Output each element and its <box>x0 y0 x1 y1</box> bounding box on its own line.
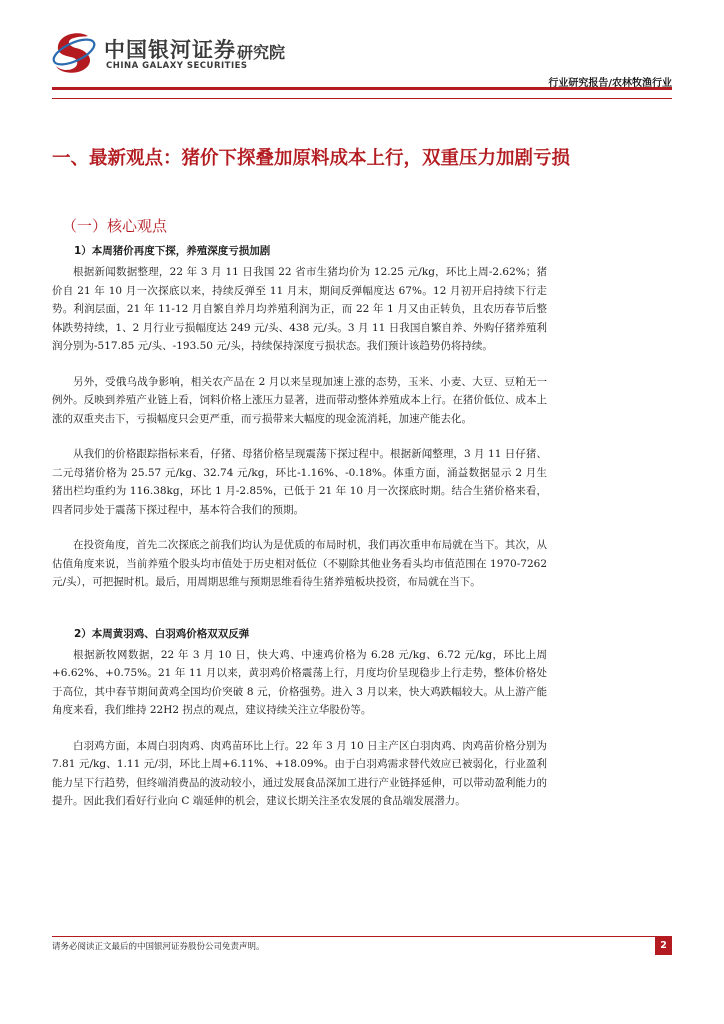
brand-name-cn: 中国银河证券 <box>104 38 236 62</box>
galaxy-logo-icon <box>50 28 98 76</box>
pork-heading: 1）本周猪价再度下探，养殖深度亏损加剧 <box>74 245 271 257</box>
page-number: 2 <box>655 937 672 955</box>
disclaimer-note: 请务必阅读正文最后的中国银河证券股份公司免责声明。 <box>52 942 265 952</box>
brand-name-en: CHINA GALAXY SECURITIES <box>106 61 248 71</box>
pork-paragraph-4: 在投资角度，首先二次探底之前我们均认为是优质的布局时机，我们再次重申布局就在当下。其次，从估值角度来说，当前养殖个股头均市值处于历史相对低位（不剔除其他业务看头均市值范围在 1970-7262 元/头），可把握时机。最后，用周期思维与预期思维看待生猪养殖板块投资，布局就在当下。 <box>52 539 547 588</box>
report-category: 行业研究报告/农林牧渔行业 <box>548 78 672 89</box>
footer-divider <box>52 936 672 937</box>
poultry-paragraph-1: 根据新牧网数据，22 年 3 月 10 日，快大鸡、中速鸡价格为 6.28 元/kg、6.72 元/kg，环比上周+6.62%、+0.75%。21 年 11 月以来，黄羽鸡价格震荡上行，月度均价呈现稳步上行走势，整体价格处于高位，其中春节期间黄鸡全国均价突破 8 元，价格强势。进入 3 月以来，快大鸡跌幅较大。从上游产能角度来看，我们维持 22H2 拐点的观点，建议持续关注立华股份等。 <box>52 648 547 716</box>
research-institute-label: 研究院 <box>237 43 286 62</box>
header-divider-thin <box>52 98 672 99</box>
section-title: 一、最新观点：猪价下探叠加原料成本上行，双重压力加剧亏损 <box>52 148 571 169</box>
page-header <box>0 0 724 100</box>
section-subtitle: （一）核心观点 <box>62 217 168 235</box>
report-body <box>52 243 547 811</box>
pork-paragraph-1: 根据新闻数据整理，22 年 3 月 11 日我国 22 省市生猪均价为 12.25 元/kg，环比上周-2.62%；猪价自 21 年 10 月一次探底以来，持续反弹至 11 月末，期间反弹幅度达 67%。12 月初开启持续下行走势。利润层面，21 年 11-12 月自繁自养月均养殖利润为正，而 22 年 1 月又由正转负，且农历春节后整体跌势持续，1、2 月行业亏损幅度达 249 元/头、438 元/头。3 月 11 日我国自繁自养、外购仔猪养殖利润分别为-517.85 元/头、-193.50 元/头，持续保持深度亏损状态。我们预计该趋势仍将持续。 <box>52 266 547 352</box>
pork-paragraph-3: 从我们的价格跟踪指标来看，仔猪、母猪价格呈现震荡下探过程中。根据新闻整理，3 月 11 日仔猪、二元母猪价格为 25.57 元/kg、32.74 元/kg，环比-1.16%、-0.18%。体重方面，涌益数据显示 2 月生猪出栏均重约为 116.38kg，环比 1 月-2.85%，已低于 21 年 10 月一次探底时期。结合生猪价格来看，四者同步处于震荡下探过程中，基本符合我们的预期。 <box>52 448 547 516</box>
pork-paragraph-2: 另外，受俄乌战争影响，相关农产品在 2 月以来呈现加速上涨的态势，玉米、小麦、大豆、豆粕无一例外。反映到养殖产业链上看，饲料价格上涨压力显著，进而带动整体养殖成本上行。在猪价低位、成本上涨的双重夹击下，亏损幅度只会更严重，而亏损带来大幅度的现金流消耗，加速产能去化。 <box>52 375 547 425</box>
poultry-heading: 2）本周黄羽鸡、白羽鸡价格双双反弹 <box>74 627 250 640</box>
poultry-paragraph-2: 白羽鸡方面，本周白羽肉鸡、肉鸡苗环比上行。22 年 3 月 10 日主产区白羽肉鸡、肉鸡苗价格分别为 7.81 元/kg、1.11 元/羽，环比上周+6.11%、+18.09%。由于白羽鸡需求替代效应已被弱化，行业盈利能力呈下行趋势，但终端消费品的波动较小，通过发展食品深加工进行产业链择延伸，可以带动盈利能力的提升。因此我们看好行业向 C 端延伸的机会，建议长期关注圣农发展的食品端发展潜力。 <box>52 739 547 807</box>
